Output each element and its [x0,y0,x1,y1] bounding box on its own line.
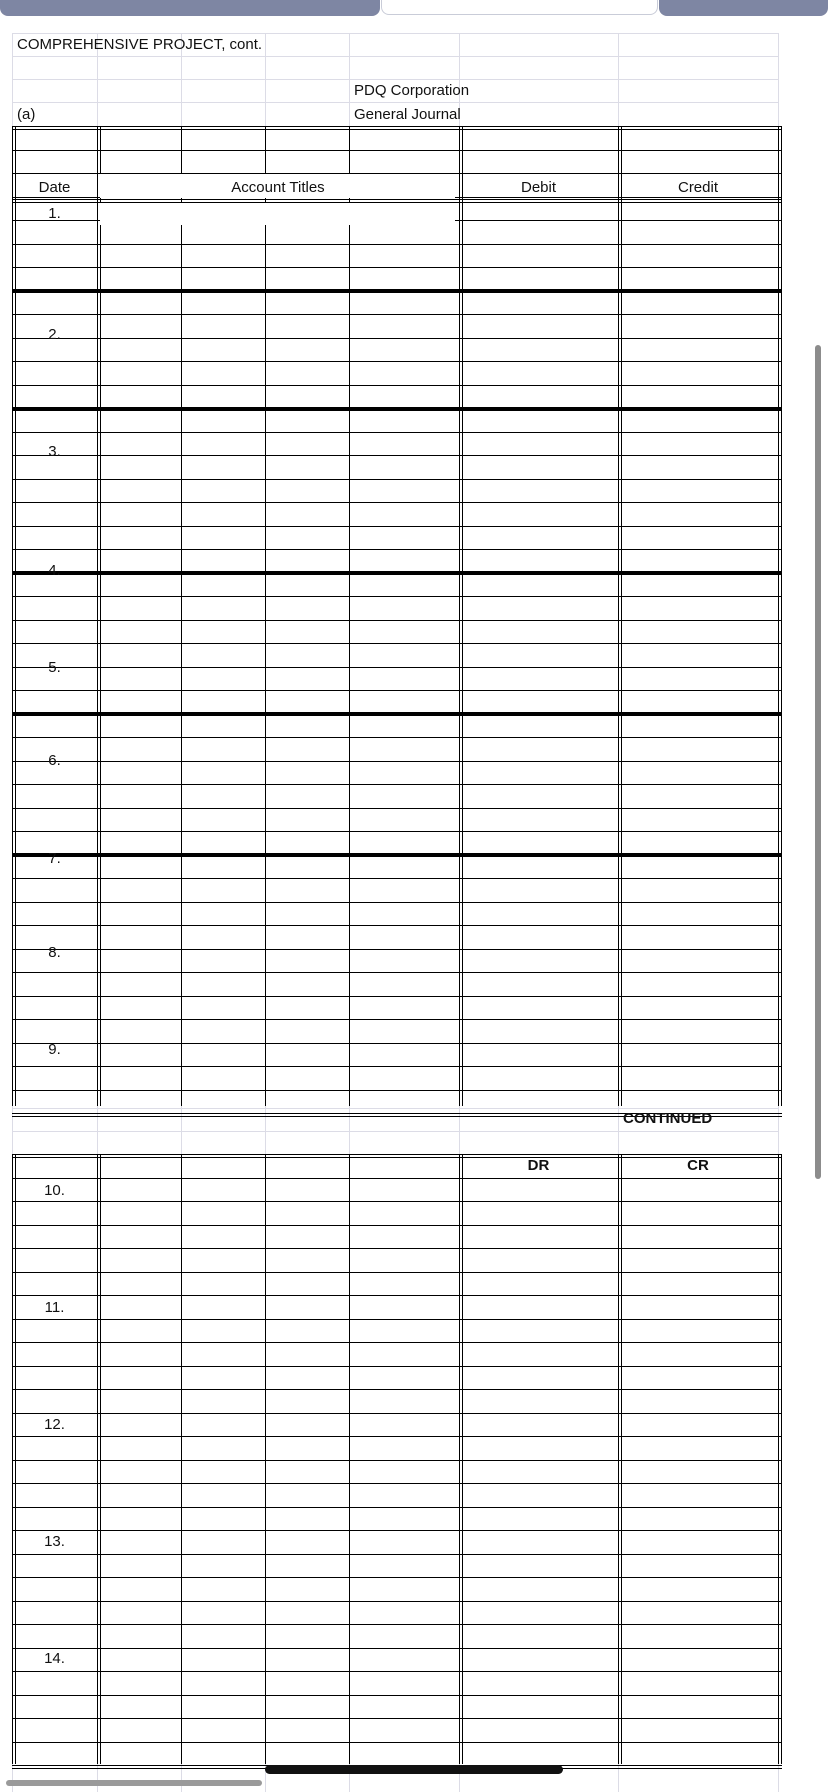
entry-number: 6. [48,752,61,769]
border-line [12,712,782,716]
border-line [12,289,782,293]
header-account-titles: Account Titles [231,179,325,196]
border-line [12,571,782,575]
border-line [12,1624,782,1625]
border-line [12,1577,782,1578]
header-date: Date [38,179,71,196]
border-line [100,126,101,1106]
border-line [12,314,782,315]
border-line [12,878,782,879]
border-line [781,126,782,1106]
border-line [778,126,779,1106]
border-line [12,1295,782,1296]
border-line [12,1742,782,1743]
grid-line [12,1108,778,1109]
border-line [12,126,782,127]
border-line [12,831,782,832]
project-title: COMPREHENSIVE PROJECT, cont. [17,36,263,53]
border-line [12,667,782,668]
entry-number: 12. [44,1416,65,1433]
entry-number: 3. [48,443,61,460]
grid-line [12,79,778,80]
entry-number: 10. [44,1182,65,1199]
border-line [12,244,782,245]
border-line [12,129,782,130]
entry-number: 9. [48,1041,61,1058]
entry-number: 11. [44,1299,65,1316]
border-line [12,1366,782,1367]
part-label: (a) [17,106,36,123]
border-line [12,455,782,456]
border-line [12,737,782,738]
header-cr: CR [687,1157,709,1174]
border-line [181,126,182,1106]
border-line [12,385,782,386]
entry-number: 2. [48,326,61,343]
border-line [12,1201,782,1202]
border-line [12,1530,782,1531]
border-line [621,126,622,1106]
border-line [12,526,782,527]
border-line [12,1718,782,1719]
entry-number: 13. [44,1533,65,1550]
home-indicator [265,1765,563,1774]
border-line [12,1319,782,1320]
vertical-scrollbar[interactable] [815,345,821,1179]
border-line [618,126,619,1106]
border-line [12,972,782,973]
border-line [12,1436,782,1437]
border-line [12,1601,782,1602]
journal-name: General Journal [354,106,461,123]
border-line [12,1225,782,1226]
continued-label: CONTINUED [623,1110,713,1127]
entry-number: 7. [48,850,61,867]
border-line [12,502,782,503]
entry-number: 14. [44,1650,65,1667]
header-credit: Credit [677,179,718,196]
border-line [12,549,782,550]
border-line [12,1460,782,1461]
border-line [12,808,782,809]
grid-line [12,56,778,57]
border-line [12,690,782,691]
border-line [12,1066,782,1067]
border-line [12,1413,782,1414]
border-line [12,1043,782,1044]
border-line [12,267,782,268]
border-line [12,361,782,362]
border-line [12,1019,782,1020]
border-line [12,150,782,151]
company-name: PDQ Corporation [354,82,470,99]
border-line [12,925,782,926]
border-line [97,126,98,1106]
border-line [12,479,782,480]
border-line [12,643,782,644]
entry-number: 4. [48,562,61,579]
border-line [12,432,782,433]
grid-line [12,1131,778,1132]
border-line [12,1483,782,1484]
border-line [12,1507,782,1508]
border-line [12,761,782,762]
border-line [12,996,782,997]
border-line [12,407,782,411]
border-line [12,784,782,785]
entry-number: 8. [48,944,61,961]
border-line [12,596,782,597]
border-line [12,1648,782,1649]
border-line [12,1272,782,1273]
border-line [12,1695,782,1696]
border-line [12,620,782,621]
grid-line [12,33,778,34]
entry-number: 5. [48,659,61,676]
border-line [12,949,782,950]
border-line [12,1389,782,1390]
border-line [12,1154,782,1155]
entry-number: 1. [48,205,61,222]
border-line [12,853,782,857]
border-line [459,126,460,1106]
border-line [12,1090,782,1091]
border-line [12,338,782,339]
grid-line [12,102,778,103]
border-line [265,126,266,1106]
border-line [12,1178,782,1179]
header-dr: DR [527,1157,550,1174]
border-line [12,1248,782,1249]
border-line [12,902,782,903]
border-line [12,1671,782,1672]
horizontal-scrollbar[interactable] [6,1780,262,1786]
border-line [462,126,463,1106]
border-line [12,1342,782,1343]
border-line [349,126,350,1106]
border-line [12,199,782,200]
merged-entry-cell [100,203,455,225]
border-line [12,1554,782,1555]
header-debit: Debit [520,179,557,196]
